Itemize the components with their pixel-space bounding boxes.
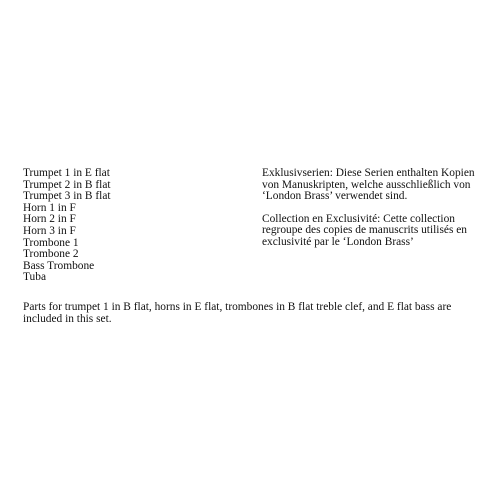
part-item: Horn 3 in F — [23, 224, 76, 237]
exclusive-series-notes — [262, 168, 492, 249]
french-note: Collection en Exclusivité: Cette collection regroupe des copies de manuscrits utilisés en exclusivité par le ‘London Brass’ — [262, 212, 467, 248]
part-item: Trombone 1 — [23, 236, 79, 249]
part-item: Horn 1 in F — [23, 201, 76, 214]
part-item: Tuba — [23, 271, 47, 284]
instrument-parts-list — [23, 168, 253, 284]
part-item: Trumpet 2 in B flat — [23, 178, 111, 191]
part-item: Trombone 2 — [23, 248, 79, 261]
included-parts-note: Parts for trumpet 1 in B flat, horns in E flat, trombones in B flat treble clef, and E flat bass are included in this set. — [23, 301, 452, 325]
part-item: Trumpet 3 in B flat — [23, 190, 111, 203]
part-item: Bass Trombone — [23, 259, 95, 272]
german-note: Exklusivserien: Diese Serien enthalten Kopien von Manuskripten, welche ausschließlich von ‘London Brass’ verwendet sind. — [262, 167, 475, 203]
part-item: Trumpet 1 in E flat — [23, 167, 110, 179]
part-item: Horn 2 in F — [23, 213, 76, 226]
